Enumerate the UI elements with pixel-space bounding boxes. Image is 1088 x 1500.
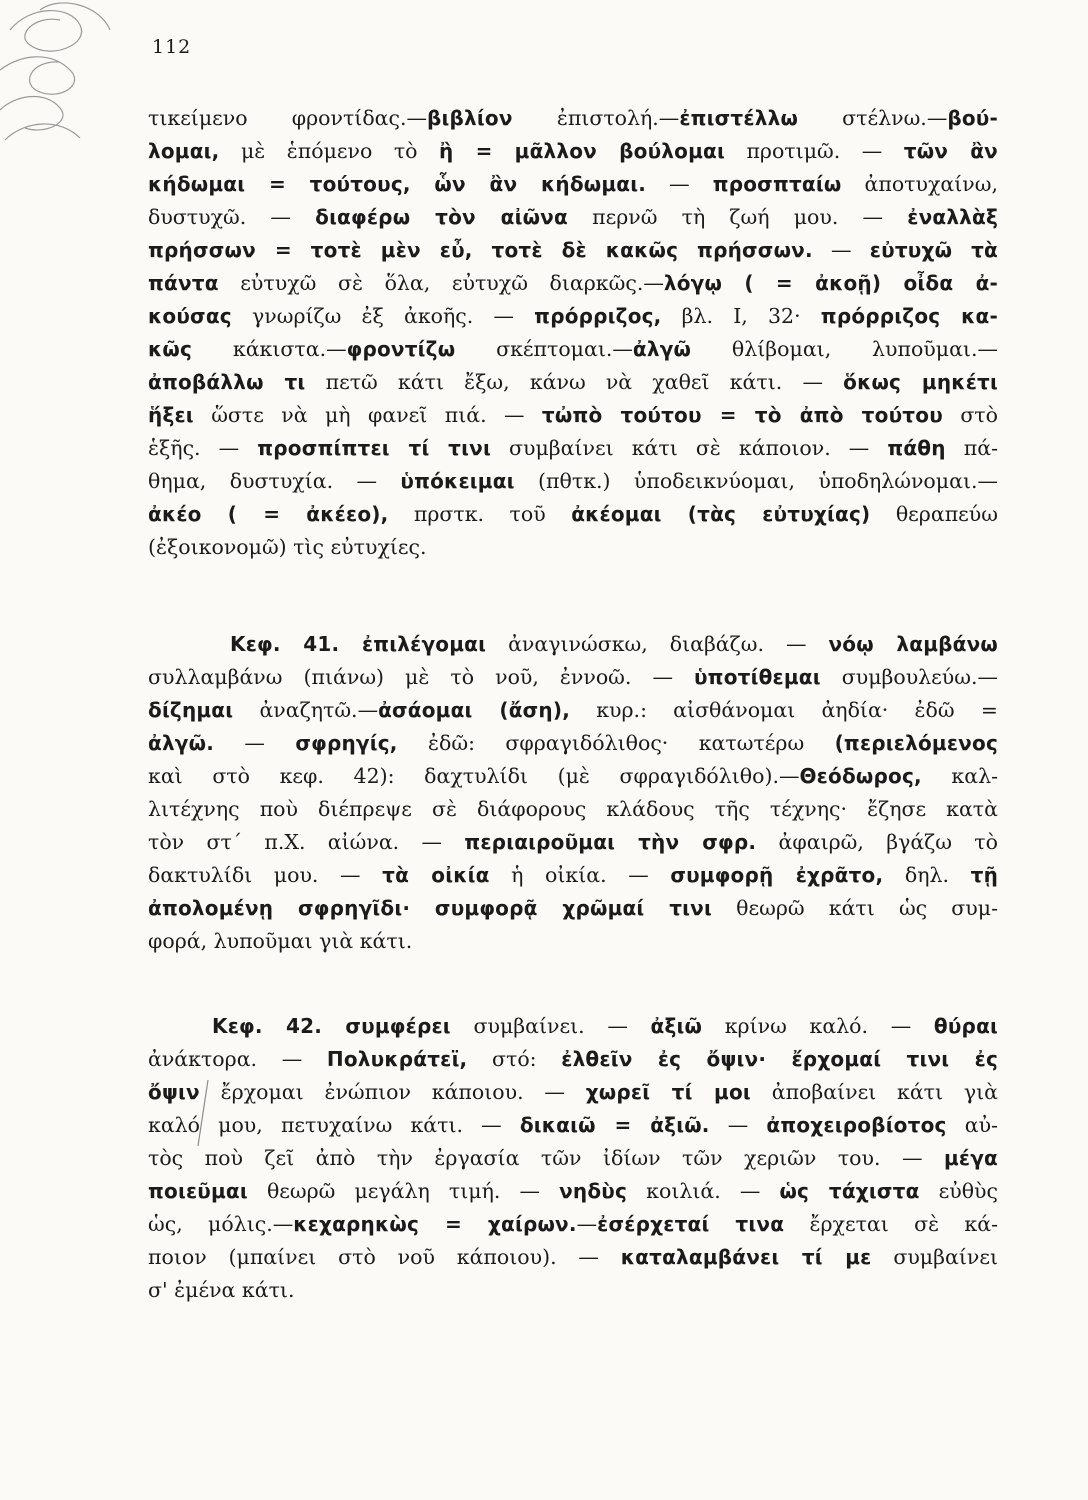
text-line (148, 1076, 998, 1109)
gloss: σκέπτομαι.— (455, 337, 633, 361)
gloss: ἔρχομαι ἐνώπιον κάποιου. — (199, 1080, 586, 1104)
lemma: ἀποχειροβίοτος (766, 1113, 947, 1137)
gloss: κυρ.: αἰσθάνομαι ἀηδία· ἐδῶ = (570, 698, 998, 722)
margin-scribble (0, 0, 150, 150)
lemma: ποιεῦμαι (148, 1179, 248, 1203)
lemma: κεχαρηκὼς = χαίρων. (293, 1212, 577, 1236)
gloss: αὐ- (946, 1113, 998, 1137)
gloss: συμβαίνει. — (450, 1014, 651, 1038)
lemma: ὅκως μηκέτι (843, 370, 998, 394)
lemma: περιαιροῦμαι τὴν σφρ. (464, 830, 757, 854)
text-line (148, 1043, 998, 1076)
gloss: περνῶ τὴ ζωή μου. — (567, 205, 908, 229)
lemma: εὐτυχῶ τὰ (869, 238, 998, 262)
text-line (148, 793, 998, 826)
lemma: προσπταίω (712, 172, 842, 196)
gloss: θλίβομαι, λυποῦμαι.— (691, 337, 998, 361)
gloss: τὸν στ΄ π.Χ. αἰώνα. — (148, 830, 465, 854)
lemma: πάντα (148, 271, 219, 295)
gloss: εὐτυχῶ σὲ ὅλα, εὐτυχῶ διαρκῶς.— (218, 271, 664, 295)
lemma: τὠπὸ τούτου = τὸ ἀπὸ τούτου (541, 403, 943, 427)
lemma: (περιελόμενος (834, 731, 998, 755)
text-line (148, 1241, 998, 1274)
gloss: στὸ (942, 403, 998, 427)
gloss: ὥστε νὰ μὴ φανεῖ πιά. — (193, 403, 542, 427)
lemma: μέγα (943, 1146, 998, 1170)
text-line (148, 498, 998, 531)
lemma: Πολυκράτεϊ, (326, 1047, 468, 1071)
gloss: γνωρίζω ἐξ ἀκοῆς. — (231, 304, 535, 328)
text-line (148, 234, 998, 267)
gloss: ἑξῆς. — (148, 436, 258, 460)
text-line (148, 1109, 998, 1142)
lemma: νόῳ λαμβάνω (828, 632, 998, 656)
gloss: συμβαίνει (871, 1245, 998, 1269)
gloss: θημα, δυστυχία. — (148, 469, 401, 493)
gloss: εὐθὺς (919, 1179, 998, 1203)
gloss: ἀποβαίνει κάτι γιὰ (750, 1080, 998, 1104)
lemma: ὑποτίθεμαι (693, 665, 821, 689)
text-line (148, 892, 998, 925)
lemma: ἐσέρχεταί τινα (597, 1212, 785, 1236)
text-line (148, 366, 998, 399)
text-line (148, 267, 998, 300)
lemma: βού- (947, 106, 998, 130)
lemma: διαφέρω τὸν αἰῶνα (315, 205, 568, 229)
gloss: τὸς ποὺ ζεῖ ἀπὸ τὴν ἐργασία τῶν ἰδίων τῶν χεριῶν του. — (148, 1146, 944, 1170)
gloss: δηλ. (883, 863, 971, 887)
gloss: δυστυχῶ. — (148, 205, 316, 229)
text-line (148, 1274, 998, 1307)
gloss: καλό μου, πετυχαίνω κάτι. — (148, 1113, 520, 1137)
lemma: ἢ = μᾶλλον βούλομαι (439, 139, 725, 163)
lemma: λόγῳ ( = ἀκοῇ) οἶδα ἀ- (663, 271, 998, 295)
lemma: χωρεῖ τί μοι (585, 1080, 751, 1104)
lemma: Κεφ. 41. ἐπιλέγομαι (230, 632, 487, 656)
lemma: νηδὺς (559, 1179, 628, 1203)
gloss: ἡ οἰκία. — (489, 863, 671, 887)
gloss: θεωρῶ κάτι ὡς συμ- (712, 896, 998, 920)
lemma: τὰ οἰκία (382, 863, 490, 887)
lemma: πρόρριζος, (534, 304, 662, 328)
text-line (148, 465, 998, 498)
chapter-41 (148, 628, 998, 958)
lemma: ἐλθεῖν ἐς ὄψιν· ἔρχομαί τινι ἐς (561, 1047, 998, 1071)
lemma: ἀποβάλλω τι (148, 370, 306, 394)
gloss: θεραπεύω (870, 502, 998, 526)
gloss: ἀφαιρῶ, βγάζω τὸ (756, 830, 998, 854)
gloss: λιτέχνης ποὺ διέπρεψε σὲ διάφορους κλάδους τῆς τέχνης· ἔζησε κατὰ (148, 797, 998, 821)
lemma: πρήσσων = τοτὲ μὲν εὖ, τοτὲ δὲ κακῶς πρήσσων. (148, 238, 813, 262)
lemma: προσπίπτει τί τινι (257, 436, 491, 460)
gloss: ἀναγινώσκω, διαβάζω. — (486, 632, 829, 656)
gloss: — (709, 1113, 767, 1137)
lemma: καταλαμβάνει τί με (620, 1245, 872, 1269)
lemma: Θεόδωρος, (799, 764, 922, 788)
lemma: λομαι, (148, 139, 220, 163)
gloss: (πθτκ.) ὑποδεικνύομαι, ὑποδηλώνομαι.— (514, 469, 998, 493)
text-line (148, 399, 998, 432)
gloss: μὲ ἑπόμενο τὸ (219, 139, 439, 163)
text-line (148, 628, 998, 661)
gloss: πετῶ κάτι ἔξω, κάνω νὰ χαθεῖ κάτι. — (305, 370, 844, 394)
text-line (148, 531, 998, 564)
gloss: — (214, 731, 296, 755)
lemma: ὑπόκειμαι (400, 469, 515, 493)
text-line (148, 201, 998, 234)
lemma: ἀσάομαι (ἄση), (378, 698, 571, 722)
lemma: βιβλίον (427, 106, 513, 130)
gloss: — (646, 172, 713, 196)
gloss: ἔρχεται σὲ κά- (784, 1212, 998, 1236)
gloss: κάκιστα.— (192, 337, 347, 361)
lemma: ἀλγῶ. (148, 731, 214, 755)
lemma: ἀλγῶ (632, 337, 692, 361)
text-line (148, 694, 998, 727)
gloss: ποιον (μπαίνει στὸ νοῦ κάποιου). — (148, 1245, 621, 1269)
text-line (148, 859, 998, 892)
text-line (148, 1142, 998, 1175)
chapter-40-continued (148, 102, 998, 564)
gloss: θεωρῶ μεγάλη τιμή. — (247, 1179, 560, 1203)
page-number: 112 (152, 36, 192, 58)
margin-pencil-mark (196, 1078, 210, 1148)
text-line (148, 168, 998, 201)
text-line (148, 135, 998, 168)
lemma: ἀκέομαι (τὰς εὐτυχίας) (571, 502, 871, 526)
text-line (148, 925, 998, 958)
gloss: δακτυλίδι μου. — (148, 863, 383, 887)
gloss: — (812, 238, 870, 262)
lemma: πάθη (887, 436, 946, 460)
gloss: ἐδῶ: σφραγιδόλιθος· κατωτέρω (397, 731, 835, 755)
lemma: κήδωμαι = τούτους, ὧν ἂν κήδωμαι. (148, 172, 647, 196)
lemma: πρόρριζος κα- (820, 304, 998, 328)
gloss: ἀνάκτορα. — (148, 1047, 327, 1071)
chapter-42 (148, 1010, 998, 1307)
gloss: συμβαίνει κάτι σὲ κάποιον. — (490, 436, 888, 460)
gloss: σ' ἐμένα κάτι. (148, 1278, 295, 1302)
lemma: ἀξιῶ (650, 1014, 703, 1038)
lemma: ἐναλλὰξ (907, 205, 998, 229)
gloss: προτιμῶ. — (724, 139, 904, 163)
text-line (148, 1208, 998, 1241)
lemma: ἀπολομένῃ σφρηγῖδι· συμφορᾷ χρῶμαί τινι (148, 896, 712, 920)
text-line (148, 1175, 998, 1208)
lemma: Κεφ. 42. συμφέρει (212, 1014, 451, 1038)
lemma: φροντίζω (346, 337, 456, 361)
gloss: στό: (467, 1047, 562, 1071)
text-line (148, 1010, 998, 1043)
lemma: θύραι (933, 1014, 998, 1038)
text-line (148, 102, 998, 135)
lemma: δικαιῶ = ἀξιῶ. (519, 1113, 710, 1137)
lemma: συμφορῇ ἐχρᾶτο, (670, 863, 884, 887)
lemma: ἥξει (148, 403, 194, 427)
gloss: συμβουλεύω.— (820, 665, 998, 689)
gloss: βλ. I, 32· (661, 304, 821, 328)
gloss: τικείμενο φροντίδας.— (148, 106, 428, 130)
lemma: κούσας (148, 304, 232, 328)
gloss: κρίνω καλό. — (702, 1014, 934, 1038)
text-line (148, 727, 998, 760)
gloss: συλλαμβάνω (πιάνω) μὲ τὸ νοῦ, ἐννοῶ. — (148, 665, 694, 689)
gloss: ἀναζητῶ.— (233, 698, 379, 722)
gloss: κοιλιά. — (627, 1179, 780, 1203)
gloss: καλ- (921, 764, 998, 788)
gloss: ἐπιστολή.— (512, 106, 680, 130)
gloss: στέλνω.— (798, 106, 948, 130)
gloss: ὡς, μόλις.— (148, 1212, 294, 1236)
lemma: κῶς (148, 337, 193, 361)
gloss: (ἐξοικονομῶ) τὶς εὐτυχίες. (148, 535, 427, 559)
gloss: ἀποτυχαίνω, (841, 172, 998, 196)
lemma: ὡς τάχιστα (779, 1179, 920, 1203)
lemma: ὄψιν (148, 1080, 200, 1104)
text-line (148, 760, 998, 793)
gloss: πά- (945, 436, 998, 460)
lemma: ἐπιστέλλω (679, 106, 799, 130)
lemma: σφρηγίς, (295, 731, 398, 755)
gloss: — (576, 1212, 598, 1236)
text-line (148, 333, 998, 366)
gloss: πρστκ. τοῦ (388, 502, 572, 526)
gloss: φορά, λυποῦμαι γιὰ κάτι. (148, 929, 413, 953)
gloss: καὶ στὸ κεφ. 42): δαχτυλίδι (μὲ σφραγιδόλιθο).— (148, 764, 800, 788)
text-line (148, 432, 998, 465)
lemma: τῇ (970, 863, 998, 887)
lemma: δίζημαι (148, 698, 234, 722)
lemma: τῶν ἂν (903, 139, 998, 163)
text-line (148, 300, 998, 333)
text-line (148, 826, 998, 859)
text-line (148, 661, 998, 694)
lemma: ἀκέο ( = ἀκέεο), (148, 502, 389, 526)
